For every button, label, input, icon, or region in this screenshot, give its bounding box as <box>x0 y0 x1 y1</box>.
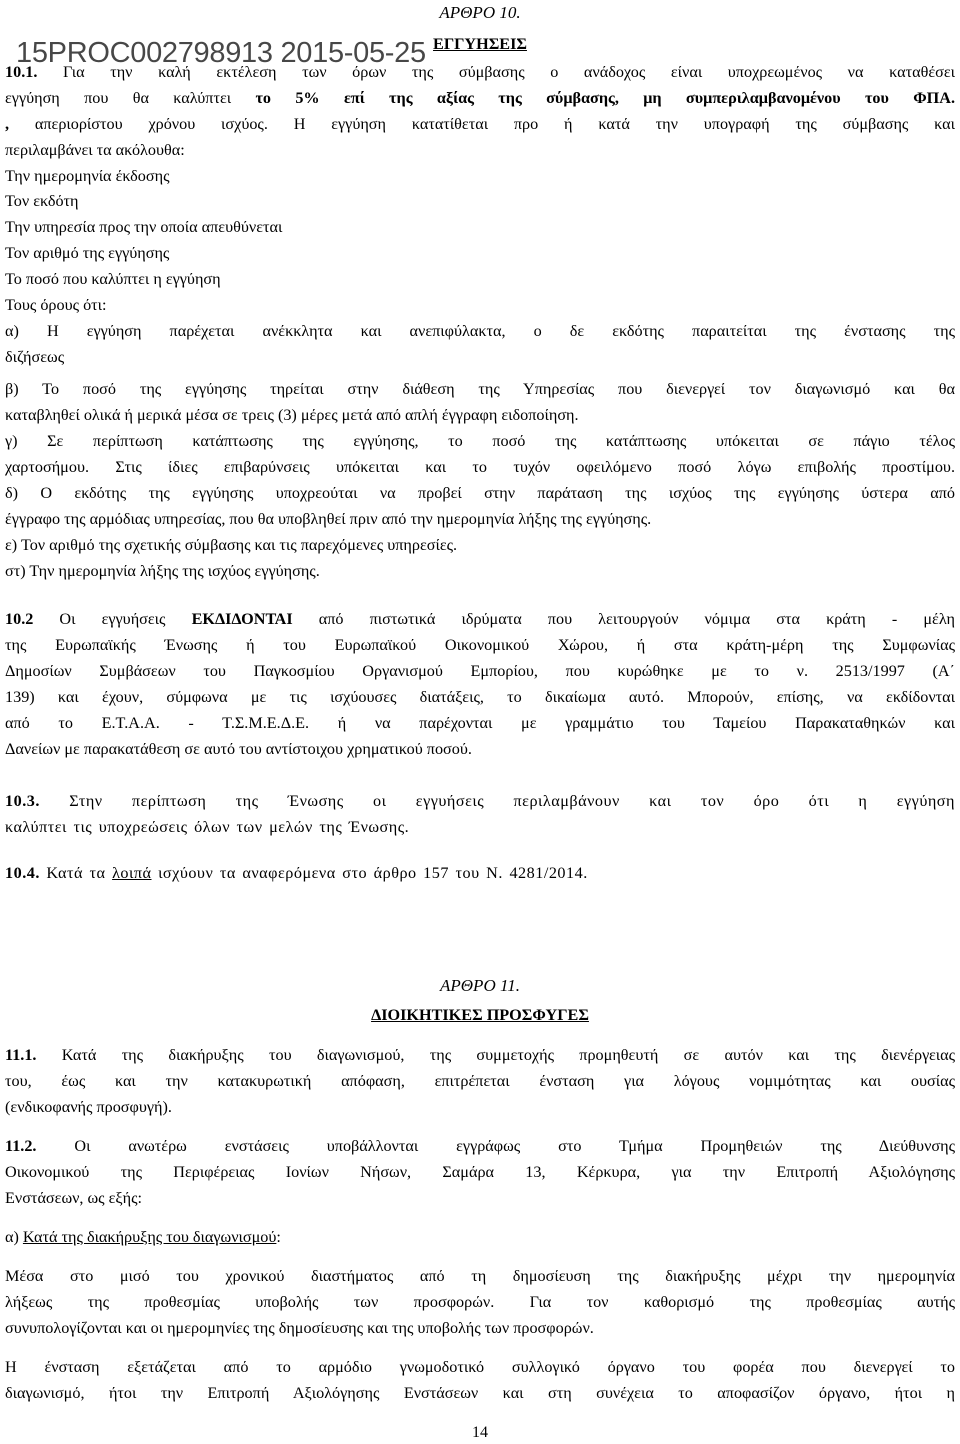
term-d-line-1: δ) Ο εκδότης της εγγύησης υποχρεούται να προβεί στην παράταση της ισχύος της εγγύησης ύστερα από <box>5 484 955 502</box>
list-item: Τον εκδότη <box>5 192 79 210</box>
para-10-1-line-2: εγγύηση που θα καλύπτει το 5% επί της αξίας της σύμβασης, μη συμπεριλαμβανομένου του ΦΠΑ. <box>5 89 955 107</box>
para-10-2-line-2: της Ευρωπαϊκής Ένωσης ή του Ευρωπαϊκού Οικονομικού Χώρου, ή στα κράτη-μέρη της Συμφωνίας <box>5 636 955 654</box>
para-10-1-line-1: 10.1. Για την καλή εκτέλεση των όρων της σύμβασης ο ανάδοχος είναι υποχρεωμένος να καταθέσει <box>5 63 955 81</box>
page-number: 14 <box>472 1424 488 1441</box>
para-10-2-line-5: από το Ε.Τ.Α.Α. - Τ.Σ.Μ.Ε.Δ.Ε. ή να παρέχονται με γραμμάτιο του Ταμείου Παρακαταθηκών και <box>5 714 955 732</box>
para-11-2-number: 11.2. <box>5 1137 37 1155</box>
para-10-2-line-6: Δανείων με παρακατάθεση σε αυτό του αντίστοιχου χρηματικού ποσού. <box>5 740 472 758</box>
para-10-2-number: 10.2 <box>5 610 34 628</box>
para-10-1-line-4: περιλαμβάνει τα ακόλουθα: <box>5 141 185 159</box>
list-item: Τους όρους ότι: <box>5 296 107 314</box>
term-e: ε) Τον αριθμό της σχετικής σύμβασης και τις παρεχόμενες υπηρεσίες. <box>5 536 458 554</box>
list-item: Το ποσό που καλύπτει η εγγύηση <box>5 270 221 288</box>
article-10-title: ΑΡΘΡΟ 10. <box>439 3 521 22</box>
para-10-4: 10.4. Κατά τα λοιπά ισχύουν τα αναφερόμενα στο άρθρο 157 του Ν. 4281/2014. <box>5 864 588 882</box>
para-10-3-number: 10.3. <box>5 792 40 810</box>
article-10-heading: ΕΓΓΥΗΣΕΙΣ <box>433 35 527 53</box>
para-11-2-line-1: 11.2. Οι ανωτέρω ενστάσεις υποβάλλονται εγγράφως στο Τμήμα Προμηθειών της Διεύθυνσης <box>5 1137 955 1155</box>
term-b-line-1: β) Το ποσό της εγγύησης τηρείται στην διάθεση της Υπηρεσίας που διενεργεί τον διαγωνισμό και θα <box>5 380 955 398</box>
term-a-line-1: α) Η εγγύηση παρέχεται ανέκκλητα και ανεπιφύλακτα, ο δε εκδότης παραιτείται της ένστασης της <box>5 322 955 340</box>
term-b-line-2: καταβληθεί ολικά ή μερικά μέσα σε τρεις (3) μέρες μετά από απλή έγγραφη ειδοποίηση. <box>5 406 579 424</box>
para-10-2-line-4: 139) και έχουν, σύμφωνα με τις ισχύουσες διατάξεις, το δικαίωμα αυτό. Μπορούν, επίσης, να εκδίδονται <box>5 688 955 706</box>
para-10-1-line-3: , απεριορίστου χρόνου ισχύος. Η εγγύηση κατατίθεται προ ή κατά την υπογραφή της σύμβασης και <box>5 115 955 133</box>
para-11-2-m-line-1: Μέσα στο μισό του χρονικού διαστήματος από τη δημοσίευση της διακήρυξης μέχρι την ημερομηνία <box>5 1267 955 1285</box>
para-11-2-n-line-2: διαγωνισμό, ήτοι την Επιτροπή Αξιολόγησης Ενστάσεων και στη συνέχεια το αποφασίζον όργανο, ήτοι η <box>5 1384 955 1402</box>
article-11-title: ΑΡΘΡΟ 11. <box>440 976 520 995</box>
para-11-1-line-2: του, έως και την κατακυρωτική απόφαση, επιτρέπεται ένσταση για λόγους νομιμότητας και ουσίας <box>5 1072 955 1090</box>
para-11-1-line-3: (ενδικοφανής προσφυγή). <box>5 1098 172 1116</box>
para-10-2-line-3: Δημοσίων Συμβάσεων του Παγκοσμίου Οργανισμού Εμπορίου, που κυρώθηκε με το ν. 2513/1997 (Α΄ <box>5 662 955 680</box>
term-c-line-2: χαρτοσήμου. Στις ίδιες επιβαρύνσεις υπόκειται και το τυχόν οφειλόμενο ποσό λόγω επιβολής προστίμου. <box>5 458 955 476</box>
para-11-1-number: 11.1. <box>5 1046 37 1064</box>
term-d-line-2: έγγραφο της αρμόδιας υπηρεσίας, που θα υποβληθεί πριν από την ημερομηνία λήξης της εγγύησης. <box>5 510 652 528</box>
para-11-2-m-line-2: λήξεως της προθεσμίας υποβολής των προσφορών. Για τον καθορισμό της προθεσμίας αυτής <box>5 1293 955 1311</box>
para-10-1-number: 10.1. <box>5 63 38 81</box>
list-item: Τον αριθμό της εγγύησης <box>5 244 170 262</box>
term-a-line-2: διζήσεως <box>5 348 65 366</box>
para-10-3-line-2: καλύπτει τις υποχρεώσεις όλων των μελών της Ένωσης. <box>5 818 410 836</box>
para-11-2-line-3: Ενστάσεων, ως εξής: <box>5 1189 143 1207</box>
para-11-2-m-line-3: συνυπολογίζονται και οι ημερομηνίες της δημοσίευσης και της υποβολής των προσφορών. <box>5 1319 594 1337</box>
para-10-2-line-1: 10.2 Οι εγγυήσεις ΕΚΔΙΔΟΝΤΑΙ από πιστωτικά ιδρύματα που λειτουργούν νόμιμα στα κράτη - μέλη <box>5 610 956 628</box>
para-10-3-line-1: 10.3. Στην περίπτωση της Ένωσης οι εγγυήσεις περιλαμβάνουν και τον όρο ότι η εγγύηση <box>5 792 955 810</box>
para-10-4-number: 10.4. <box>5 864 40 882</box>
para-11-2-line-2: Οικονομικού της Περιφέρειας Ιονίων Νήσων, Σαμάρα 13, Κέρκυρα, για την Επιτροπή Αξιολόγησης <box>5 1163 955 1181</box>
list-item: Την υπηρεσία προς την οποία απευθύνεται <box>5 218 283 236</box>
term-c-line-1: γ) Σε περίπτωση κατάπτωσης της εγγύησης, το ποσό της κατάπτωσης υπόκειται σε πάγιο τέλος <box>5 432 955 450</box>
term-st: στ) Την ημερομηνία λήξης της ισχύος εγγύησης. <box>5 562 320 580</box>
para-11-2-n-line-1: Η ένσταση εξετάζεται από το αρμόδιο γνωμοδοτικό συλλογικό όργανο του φορέα που διενεργεί το <box>5 1358 955 1376</box>
subheading-a: α) Κατά της διακήρυξης του διαγωνισμού: <box>5 1228 281 1246</box>
article-11-heading: ΔΙΟΙΚΗΤΙΚΕΣ ΠΡΟΣΦΥΓΕΣ <box>371 1006 589 1024</box>
list-item: Την ημερομηνία έκδοσης <box>5 167 170 185</box>
document-id-watermark: 15PROC002798913 2015-05-25 <box>16 37 426 69</box>
para-11-1-line-1: 11.1. Κατά της διακήρυξης του διαγωνισμού, της συμμετοχής προμηθευτή σε αυτόν και της διενέργειας <box>5 1046 955 1064</box>
